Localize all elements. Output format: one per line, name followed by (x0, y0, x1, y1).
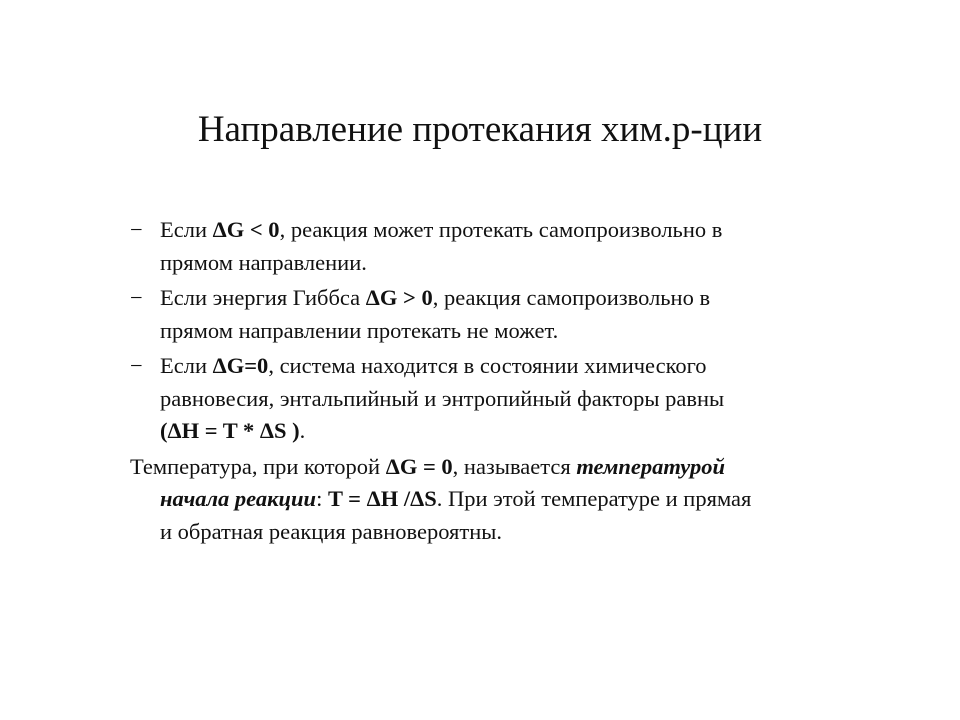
bullet-item (130, 282, 890, 347)
paragraph-text: . При этой температуре и прямая (436, 486, 752, 511)
bullet-text: прямом направлении протекать не может. (160, 317, 559, 343)
paragraph-text: , называется (452, 453, 577, 479)
paragraph-text: Температура, при которой (130, 453, 386, 479)
paragraph-text: : (316, 486, 328, 511)
formula: T = ΔH /ΔS (327, 486, 437, 511)
bullet-text: равновесия, энтальпийный и энтропийный факторы равны (160, 385, 725, 411)
bullet-text: Если (160, 217, 213, 242)
dash-marker: − (130, 353, 143, 378)
bullet-text: прямом направлении. (160, 249, 367, 275)
bullet-text: Если энергия Гиббса (160, 285, 366, 310)
formula: ΔG > 0 (365, 285, 433, 310)
bullet-text: Если (160, 353, 213, 378)
dash-marker: − (130, 217, 143, 242)
paragraph-continuation (130, 483, 890, 516)
formula: (ΔH = T * ΔS ) (160, 418, 300, 443)
bullet-text: , реакция может протекать самопроизвольно в (279, 217, 723, 242)
paragraph-continuation (130, 516, 890, 549)
dash-marker: − (130, 285, 143, 310)
formula: ΔG = 0 (385, 453, 453, 479)
paragraph (130, 451, 890, 549)
paragraph-text: и обратная реакция равновероятны. (160, 518, 503, 544)
bullet-item (130, 350, 890, 448)
bullet-item (130, 214, 890, 279)
bullet-text: , система находится в состоянии химического (268, 353, 707, 378)
formula: ΔG < 0 (212, 217, 280, 242)
term-emphasis: начала реакции (160, 486, 317, 511)
term-emphasis: температурой (576, 453, 726, 479)
bullet-text: , реакция самопроизвольно в (432, 285, 711, 310)
formula: ΔG=0 (212, 353, 269, 378)
slide-content (130, 214, 890, 548)
bullet-text: . (299, 418, 306, 443)
slide-title: Направление протекания хим.р-ции (197, 109, 763, 150)
